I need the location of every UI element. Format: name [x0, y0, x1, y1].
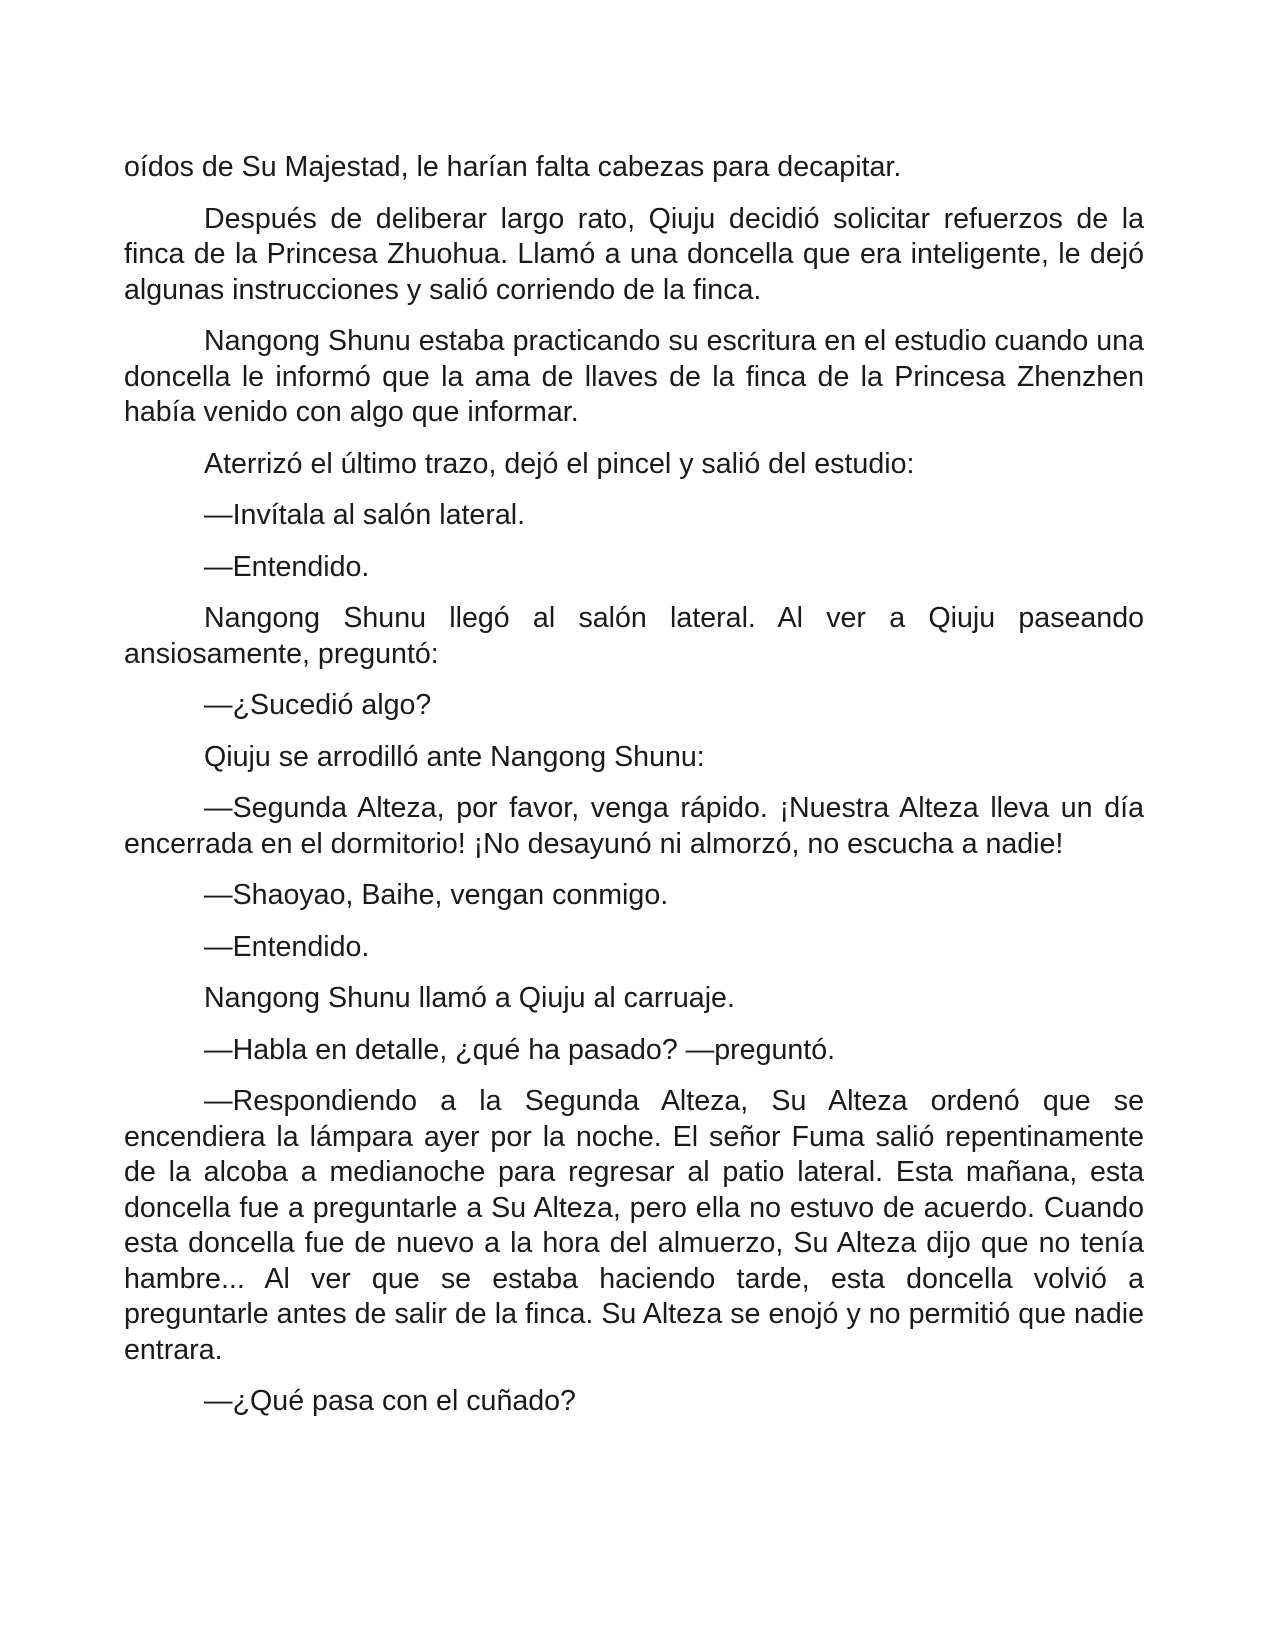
paragraph: Después de deliberar largo rato, Qiuju decidió solicitar refuerzos de la finca de la Princesa Zhuohua. Llamó a una doncella que era inteligente, le dejó algunas instrucciones y salió corriendo de la finca.	[124, 202, 1144, 306]
paragraph: Qiuju se arrodilló ante Nangong Shunu:	[204, 740, 705, 773]
paragraph: Nangong Shunu estaba practicando su escritura en el estudio cuando una doncella le informó que la ama de llaves de la finca de la Princesa Zhenzhen había venido con algo que informar.	[124, 325, 1144, 428]
dialogue-line: —Invítala al salón lateral.	[204, 499, 526, 531]
dialogue-line: —¿Qué pasa con el cuñado?	[204, 1385, 576, 1417]
dialogue-line: —Habla en detalle, ¿qué ha pasado? —preguntó.	[204, 1033, 836, 1066]
dialogue-line: —Entendido.	[204, 930, 370, 963]
paragraph: Aterrizó el último trazo, dejó el pincel y salió del estudio:	[204, 447, 915, 480]
dialogue-line: —Shaoyao, Baihe, vengan conmigo.	[204, 879, 669, 911]
paragraph: Nangong Shunu llegó al salón lateral. Al ver a Qiuju paseando ansiosamente, preguntó:	[124, 602, 1144, 670]
body-text	[124, 150, 1144, 1436]
dialogue-line: —¿Sucedió algo?	[204, 689, 432, 721]
dialogue-line: —Entendido.	[204, 550, 370, 583]
dialogue-line: —Segunda Alteza, por favor, venga rápido. ¡Nuestra Alteza lleva un día encerrada en el dormitorio! ¡No desayunó ni almorzó, no escucha a nadie!	[124, 792, 1144, 860]
dialogue-line: —Respondiendo a la Segunda Alteza, Su Alteza ordenó que se encendiera la lámpara ayer por la noche. El señor Fuma salió repentinamente de la alcoba a medianoche para regresar al patio lateral. Esta mañana, esta doncella fue a preguntarle a Su Alteza, pero ella no estuvo de acuerdo. Cuando esta doncella fue de nuevo a la hora del almuerzo, Su Alteza dijo que no tenía hambre... Al ver que se estaba haciendo tarde, esta doncella volvió a preguntarle antes de salir de la finca. Su Alteza se enojó y no permitió que nadie entrara.	[124, 1085, 1144, 1366]
paragraph: Nangong Shunu llamó a Qiuju al carruaje.	[204, 982, 735, 1014]
paragraph: oídos de Su Majestad, le harían falta cabezas para decapitar.	[124, 151, 902, 183]
